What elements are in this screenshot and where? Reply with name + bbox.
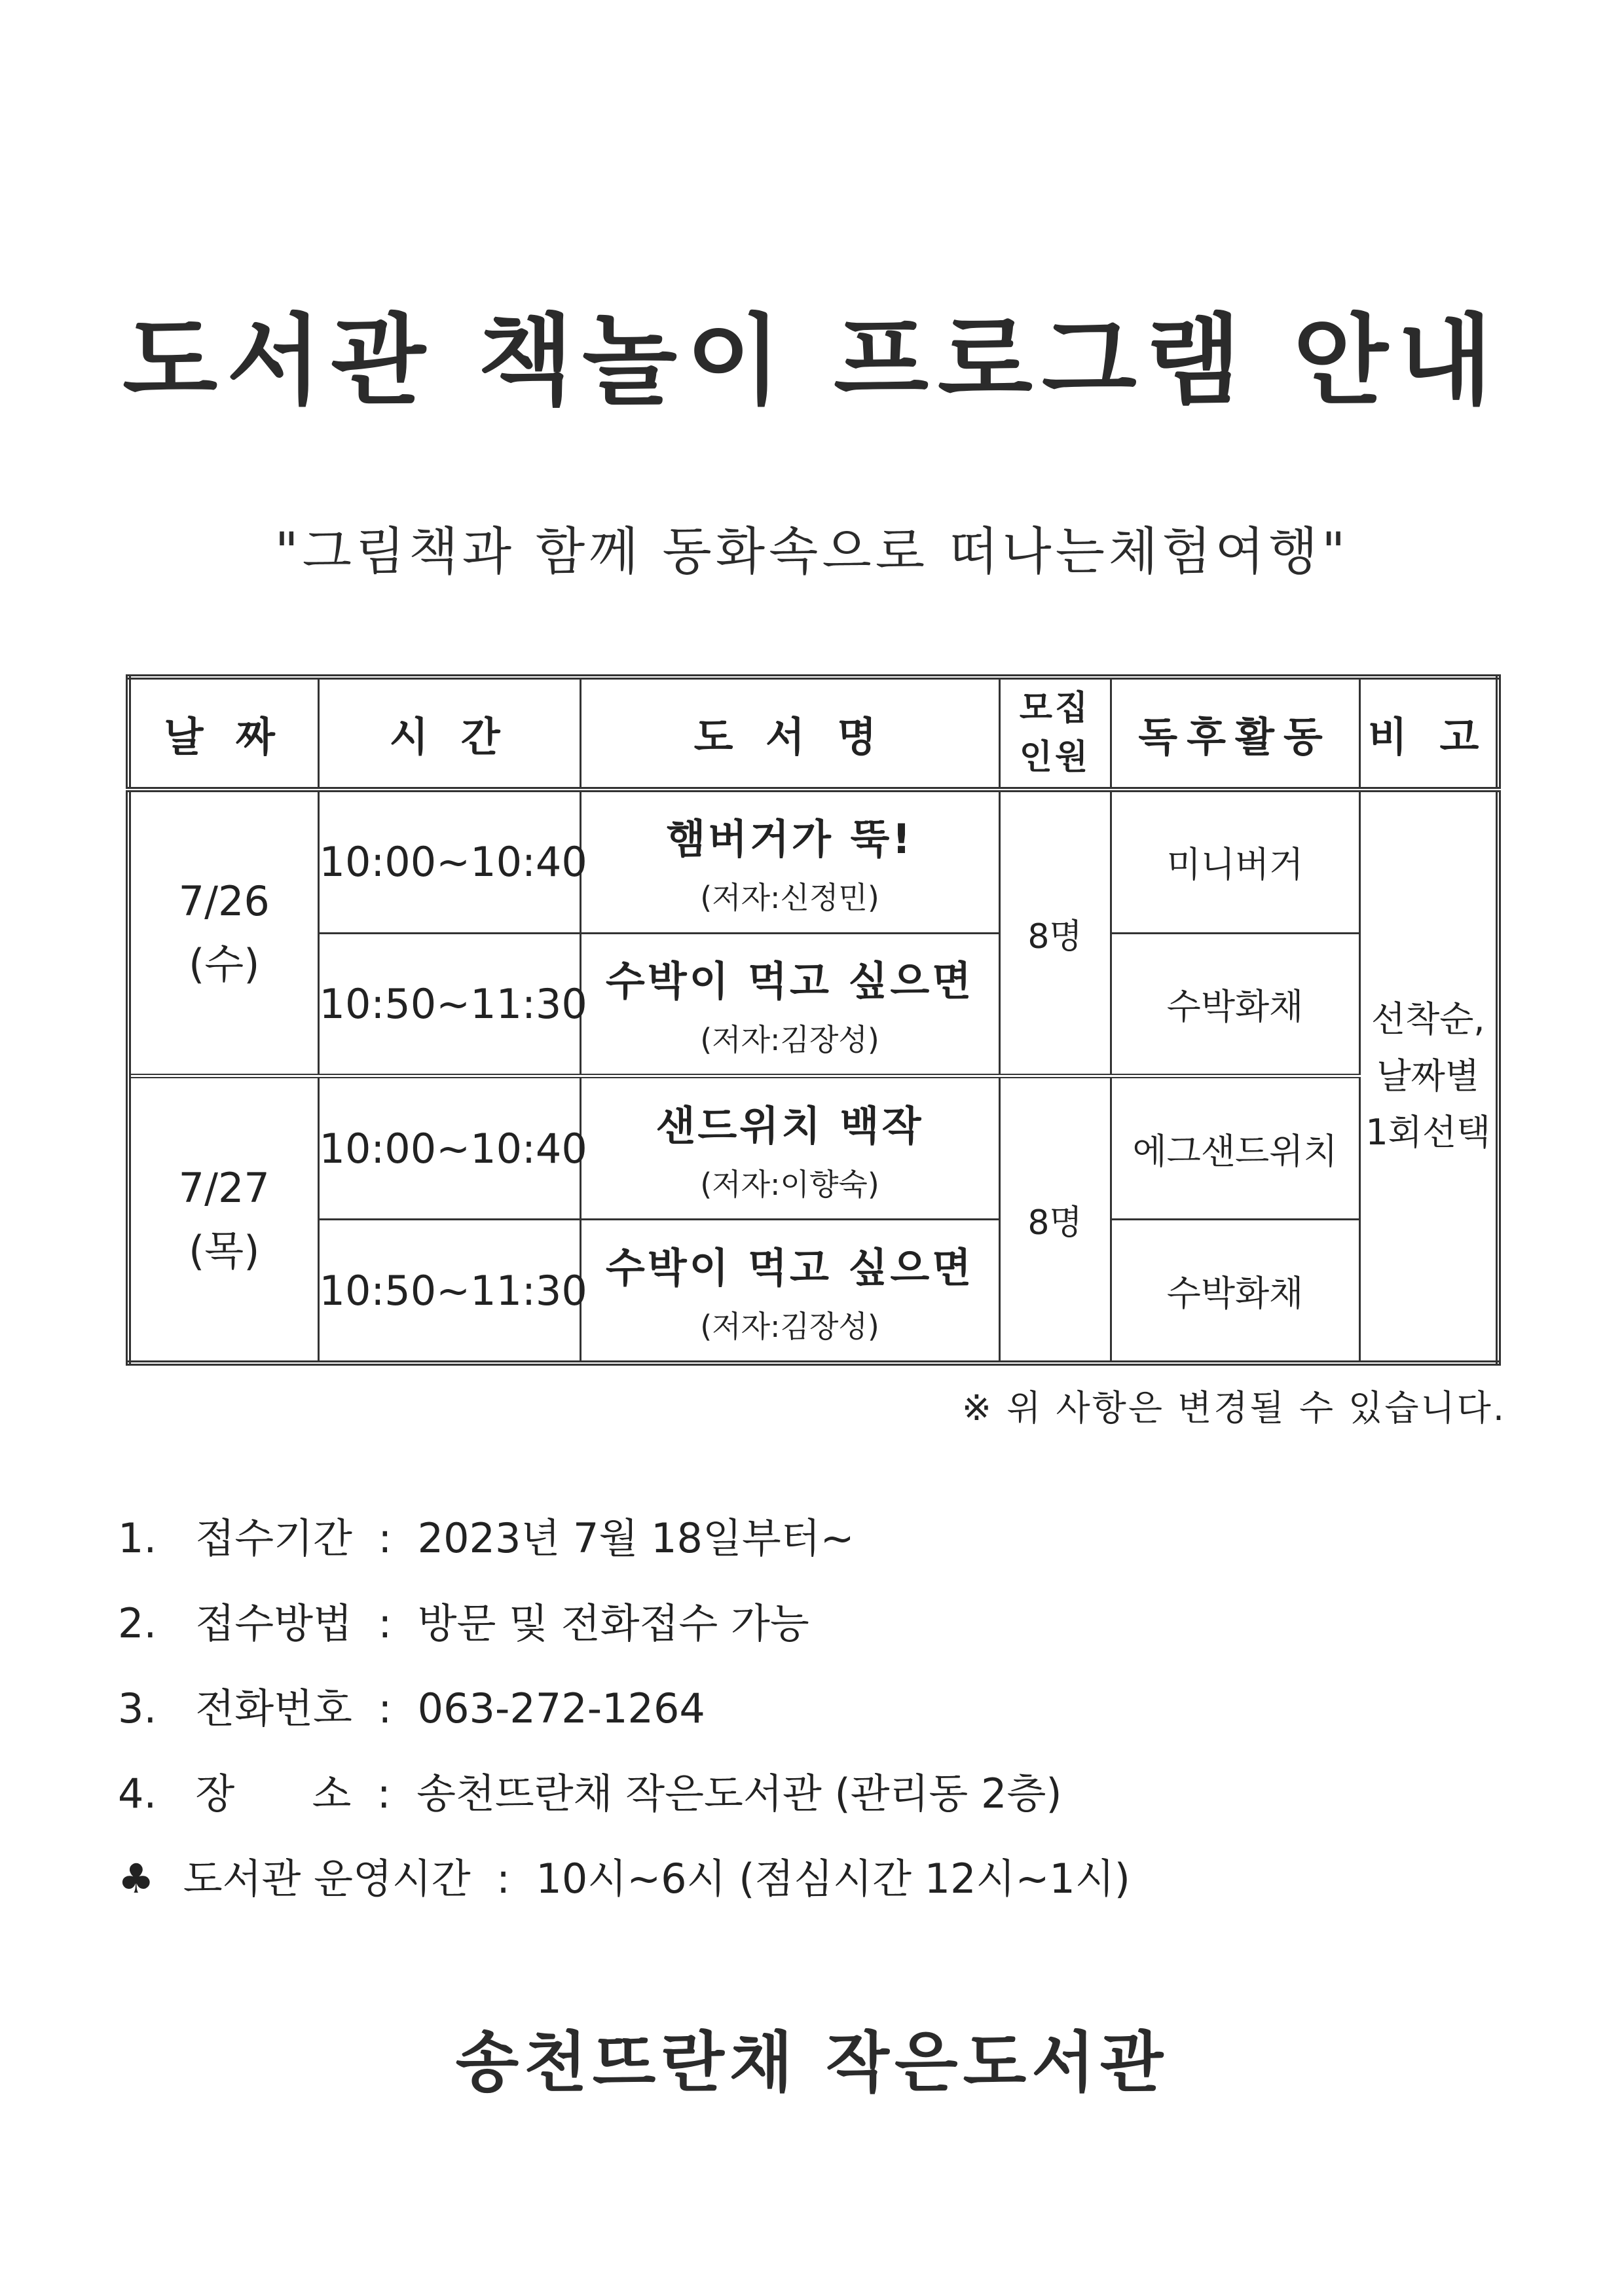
- info-value: 송천뜨란채 작은도서관 (관리동 2층): [416, 1770, 1062, 1817]
- library-name-footer: 송천뜨란채 작은도서관: [455, 2024, 1169, 2101]
- book-cell: [580, 1220, 999, 1363]
- info-value: 10시~6시 (점심시간 12시~1시): [536, 1855, 1130, 1903]
- table-row: [128, 790, 1498, 933]
- date-cell: [128, 790, 318, 1076]
- info-item-period: 1. 접수기간 : 2023년 7월 18일부터~: [118, 1514, 855, 1562]
- info-item-method: 2. 접수방법 : 방문 및 전화접수 가능: [118, 1599, 809, 1647]
- capacity-cell: 8명: [999, 790, 1111, 1076]
- book-title: 샌드위치 백작: [655, 1101, 924, 1150]
- info-number: 4.: [118, 1770, 157, 1817]
- table-row: [128, 933, 1498, 1076]
- info-label: 접수방법: [195, 1599, 352, 1647]
- info-number: 2.: [118, 1599, 157, 1647]
- info-label: 전화번호: [195, 1685, 352, 1732]
- header-activity: 독후활동: [1111, 677, 1359, 790]
- change-notice: ※ 위 사항은 변경될 수 있습니다.: [961, 1387, 1506, 1429]
- info-item-phone: 3. 전화번호 : 063-272-1264: [118, 1685, 705, 1732]
- book-title: 수박이 먹고 싶으면: [605, 1243, 974, 1292]
- info-item-place: 4. 장 소 : 송천뜨란채 작은도서관 (관리동 2층): [118, 1770, 1062, 1817]
- book-author: (저자:신정민): [700, 880, 879, 916]
- note-line3: 1회선택: [1365, 1112, 1491, 1154]
- note-cell: [1359, 790, 1498, 1363]
- book-author: (저자:김장성): [700, 1022, 879, 1058]
- time-cell: 10:00~10:40: [318, 1076, 580, 1220]
- info-number: 1.: [118, 1514, 157, 1562]
- schedule-table: [126, 674, 1501, 1366]
- time-cell: 10:50~11:30: [318, 1220, 580, 1363]
- activity-cell: 수박화채: [1111, 1220, 1359, 1363]
- activity-cell: 미니버거: [1111, 790, 1359, 933]
- book-cell: [580, 933, 999, 1076]
- info-item-hours: ♣ 도서관 운영시간 : 10시~6시 (점심시간 12시~1시): [118, 1836, 1130, 1922]
- book-title: 수박이 먹고 싶으면: [605, 957, 974, 1006]
- time-cell: 10:50~11:30: [318, 933, 580, 1076]
- info-label: 접수기간: [195, 1514, 352, 1562]
- header-capacity-line2: 인원: [1019, 738, 1091, 777]
- club-icon: ♣: [118, 1855, 155, 1903]
- weekday-value: (목): [189, 1226, 260, 1275]
- book-cell: [580, 790, 999, 933]
- header-book: 도 서 명: [580, 677, 999, 790]
- capacity-cell: 8명: [999, 1076, 1111, 1363]
- page-subtitle: "그림책과 함께 동화속으로 떠나는체험여행": [274, 522, 1350, 581]
- time-cell: 10:00~10:40: [318, 790, 580, 933]
- table-row: [128, 1076, 1498, 1220]
- activity-cell: 수박화채: [1111, 933, 1359, 1076]
- date-cell: [128, 1076, 318, 1363]
- header-date: 날 짜: [128, 677, 318, 790]
- activity-cell: 에그샌드위치: [1111, 1076, 1359, 1220]
- table-header-row: [128, 677, 1498, 790]
- date-value: 7/27: [178, 1163, 270, 1212]
- info-value: 2023년 7월 18일부터~: [417, 1514, 855, 1562]
- note-line2: 날짜별: [1376, 1055, 1479, 1097]
- info-number: 3.: [118, 1685, 157, 1732]
- info-label: 장 소: [195, 1770, 352, 1817]
- info-value: 063-272-1264: [417, 1685, 705, 1732]
- info-value: 방문 및 전화접수 가능: [417, 1599, 809, 1647]
- book-cell: [580, 1076, 999, 1220]
- book-author: (저자:이향숙): [700, 1166, 879, 1202]
- book-title: 햄버거가 뚝!: [666, 815, 913, 864]
- book-author: (저자:김장성): [700, 1308, 879, 1344]
- page-title: 도서관 책놀이 프로그램 안내: [122, 304, 1502, 418]
- header-capacity-line1: 모집: [1019, 688, 1091, 728]
- header-capacity: [999, 677, 1111, 790]
- table-row: [128, 1220, 1498, 1363]
- header-time: 시 간: [318, 677, 580, 790]
- header-note: 비 고: [1359, 677, 1498, 790]
- weekday-value: (수): [189, 940, 260, 989]
- note-line1: 선착순,: [1371, 998, 1485, 1040]
- date-value: 7/26: [178, 877, 270, 926]
- info-label: 도서관 운영시간: [183, 1855, 471, 1903]
- info-list: [118, 1496, 1130, 1922]
